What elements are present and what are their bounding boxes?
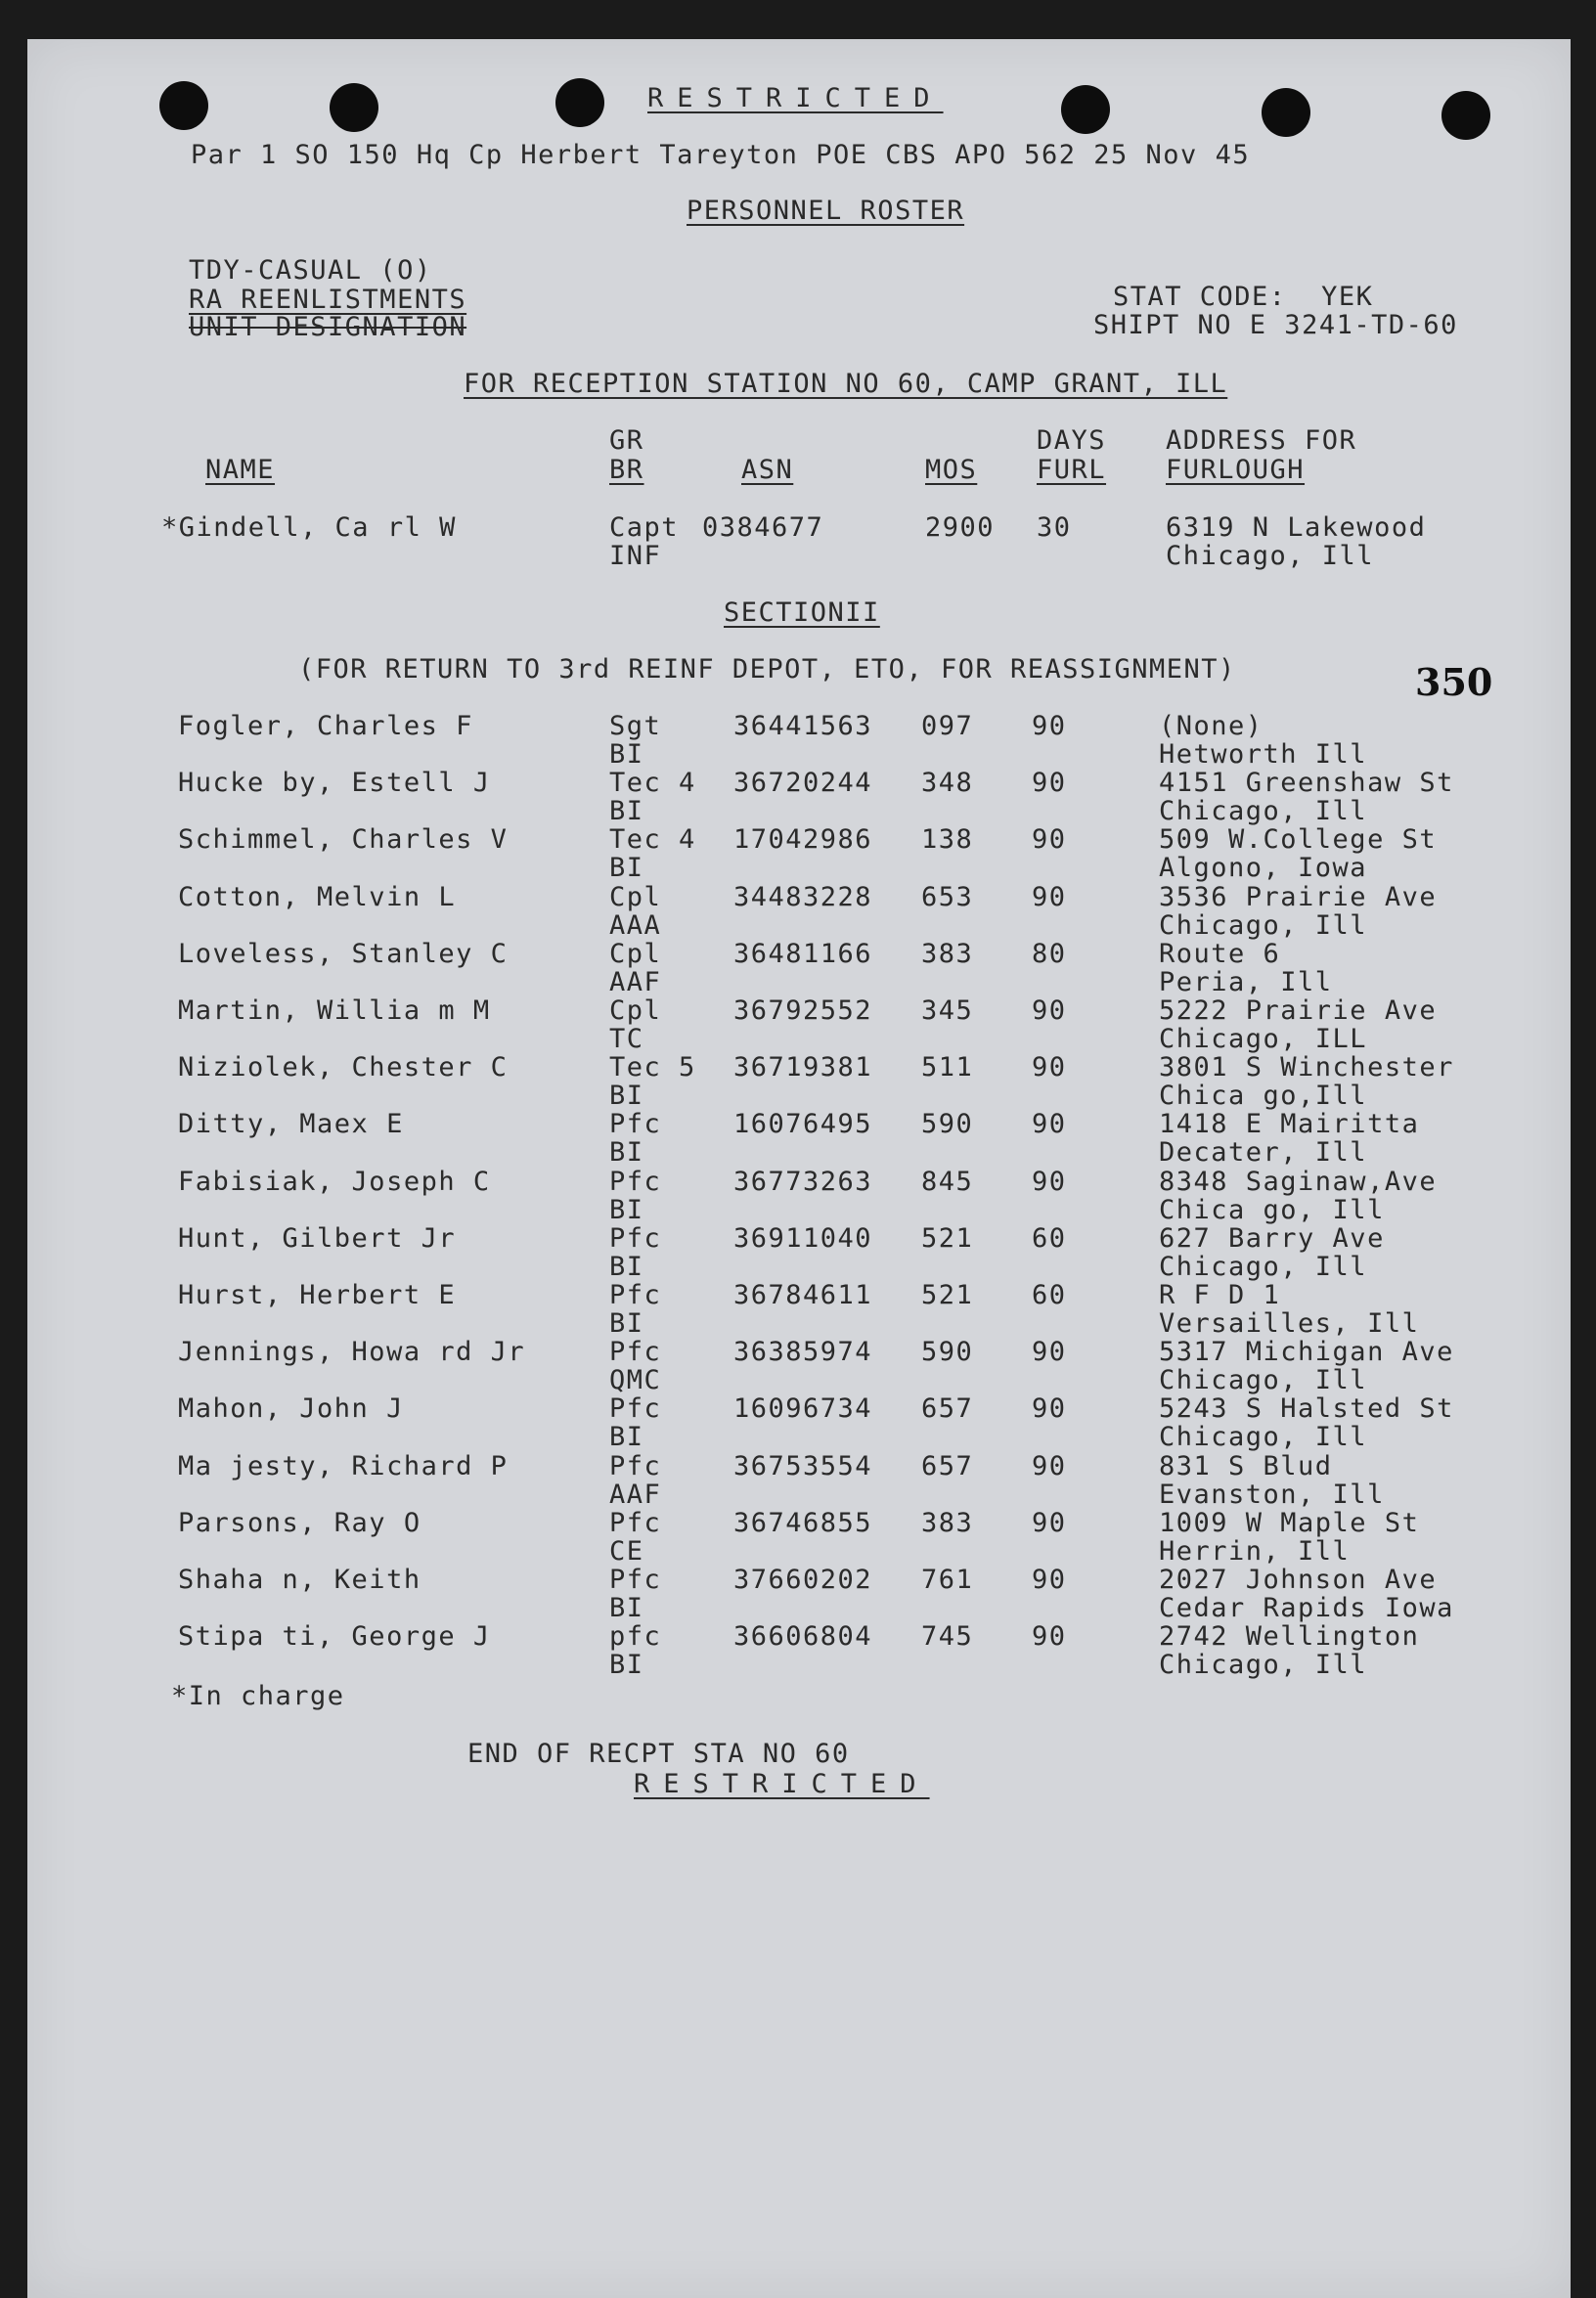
- person-name: Fabisiak, Joseph C: [178, 1166, 491, 1197]
- section-title: SECTIONII: [724, 597, 880, 628]
- person-grade: Pfc: [609, 1565, 662, 1595]
- section-subtitle: (FOR RETURN TO 3rd REINF DEPOT, ETO, FOR REASSIGNMENT): [298, 654, 1236, 685]
- person-grade: Pfc: [609, 1109, 662, 1140]
- person-grade: Sgt: [609, 711, 662, 741]
- person-addr1: 627 Barry Ave: [1159, 1222, 1385, 1254]
- person-addr1: 1009 W Maple St: [1159, 1507, 1420, 1538]
- personnel-row: [0, 1281, 1596, 1338]
- person-branch: QMC: [609, 1365, 662, 1396]
- personnel-row: [0, 1452, 1596, 1509]
- person-addr1: 3536 Prairie Ave: [1159, 881, 1438, 912]
- person-asn: 36385974: [733, 1337, 873, 1368]
- person-days: 90: [1032, 995, 1067, 1026]
- person-asn: 36792552: [733, 995, 873, 1026]
- person-branch: BI: [609, 1650, 644, 1681]
- person-addr1: 509 W.College St: [1159, 824, 1438, 856]
- personnel-row: [0, 1566, 1596, 1622]
- person-branch: BI: [609, 796, 644, 827]
- col-furlough: FURLOUGH: [1166, 455, 1306, 485]
- person-mos: 511: [921, 1052, 974, 1083]
- person-addr1: 5243 S Halsted St: [1159, 1393, 1454, 1425]
- person-branch: AAF: [609, 1479, 662, 1510]
- person-asn: 16076495: [733, 1109, 873, 1140]
- personnel-row: [0, 712, 1596, 769]
- person-days: 90: [1032, 1393, 1067, 1425]
- officer-name: *Gindell, Ca rl W: [161, 512, 457, 543]
- col-days: DAYS: [1037, 425, 1107, 456]
- person-branch: AAF: [609, 966, 662, 997]
- personnel-row: [0, 1509, 1596, 1566]
- person-name: Jennings, Howa rd Jr: [178, 1337, 526, 1368]
- person-name: Hurst, Herbert E: [178, 1280, 457, 1310]
- officer-asn: 0384677: [702, 512, 824, 543]
- person-name: Ma jesty, Richard P: [178, 1450, 509, 1481]
- person-days: 90: [1032, 1337, 1067, 1368]
- person-name: Mahon, John J: [178, 1393, 404, 1425]
- personnel-row: [0, 1394, 1596, 1451]
- person-asn: 37660202: [733, 1565, 873, 1595]
- person-mos: 657: [921, 1450, 974, 1481]
- person-branch: BI: [609, 1251, 644, 1282]
- person-asn: 36753554: [733, 1450, 873, 1481]
- person-branch: BI: [609, 853, 644, 884]
- person-mos: 097: [921, 711, 974, 741]
- page-number: 350: [1415, 660, 1493, 704]
- person-grade: Tec 5: [609, 1052, 696, 1083]
- person-addr1: 4151 Greenshaw St: [1159, 768, 1454, 799]
- officer-grade: Capt: [609, 512, 680, 543]
- personnel-row: [0, 825, 1596, 882]
- person-asn: 36719381: [733, 1052, 873, 1083]
- person-grade: Pfc: [609, 1337, 662, 1368]
- personnel-row: [0, 1224, 1596, 1281]
- punch-hole: [555, 78, 604, 127]
- person-branch: BI: [609, 1194, 644, 1225]
- person-name: Niziolek, Chester C: [178, 1052, 509, 1083]
- person-addr2: Chicago, Ill: [1159, 909, 1368, 941]
- person-name: Fogler, Charles F: [178, 711, 473, 741]
- personnel-row: [0, 769, 1596, 825]
- person-name: Hunt, Gilbert Jr: [178, 1222, 457, 1254]
- punch-hole: [1441, 91, 1490, 140]
- personnel-row: [0, 1168, 1596, 1224]
- person-addr2: Decater, Ill: [1159, 1137, 1368, 1169]
- person-asn: 36720244: [733, 768, 873, 799]
- person-addr1: 5317 Michigan Ave: [1159, 1337, 1454, 1368]
- person-days: 90: [1032, 1621, 1067, 1653]
- person-asn: 36441563: [733, 711, 873, 741]
- person-branch: CE: [609, 1535, 644, 1567]
- person-asn: 36911040: [733, 1222, 873, 1254]
- person-mos: 383: [921, 938, 974, 969]
- person-days: 90: [1032, 1166, 1067, 1197]
- person-addr1: 2027 Johnson Ave: [1159, 1565, 1438, 1595]
- footnote: *In charge: [171, 1681, 345, 1711]
- person-name: Ditty, Maex E: [178, 1109, 404, 1140]
- person-grade: Pfc: [609, 1450, 662, 1481]
- personnel-row: [0, 1053, 1596, 1110]
- person-days: 90: [1032, 1109, 1067, 1140]
- person-grade: Pfc: [609, 1166, 662, 1197]
- col-furl: FURL: [1037, 455, 1107, 485]
- person-grade: Cpl: [609, 881, 662, 912]
- person-addr2: Chica go,Ill: [1159, 1081, 1368, 1112]
- punch-hole: [159, 81, 208, 130]
- person-days: 80: [1032, 938, 1067, 969]
- person-days: 90: [1032, 824, 1067, 856]
- stat-code: STAT CODE: YEK: [1113, 282, 1374, 312]
- person-addr1: R F D 1: [1159, 1280, 1281, 1310]
- person-name: Hucke by, Estell J: [178, 768, 491, 799]
- end-line: END OF RECPT STA NO 60: [467, 1739, 850, 1769]
- col-gr: GR: [609, 425, 644, 456]
- person-addr2: Chicago, ILL: [1159, 1024, 1368, 1054]
- person-asn: 36481166: [733, 938, 873, 969]
- person-mos: 653: [921, 881, 974, 912]
- officer-row: [0, 513, 1596, 570]
- officer-branch: INF: [609, 541, 662, 571]
- person-addr1: (None): [1159, 711, 1264, 741]
- person-branch: BI: [609, 739, 644, 770]
- person-asn: 36746855: [733, 1507, 873, 1538]
- person-mos: 348: [921, 768, 974, 799]
- officer-mos: 2900: [925, 512, 996, 543]
- officer-addr2: Chicago, Ill: [1166, 541, 1375, 571]
- person-branch: BI: [609, 1081, 644, 1112]
- person-addr2: Chicago, Ill: [1159, 1650, 1368, 1681]
- person-grade: Pfc: [609, 1393, 662, 1425]
- person-addr2: Chicago, Ill: [1159, 1422, 1368, 1453]
- person-asn: 36784611: [733, 1280, 873, 1310]
- personnel-row: [0, 1110, 1596, 1167]
- person-name: Cotton, Melvin L: [178, 881, 457, 912]
- person-addr2: Chicago, Ill: [1159, 796, 1368, 827]
- col-br: BR: [609, 455, 644, 485]
- person-addr2: Chicago, Ill: [1159, 1251, 1368, 1282]
- person-grade: Cpl: [609, 938, 662, 969]
- person-branch: TC: [609, 1024, 644, 1054]
- person-mos: 521: [921, 1222, 974, 1254]
- person-name: Shaha n, Keith: [178, 1565, 421, 1595]
- officer-addr1: 6319 N Lakewood: [1166, 512, 1427, 543]
- person-asn: 16096734: [733, 1393, 873, 1425]
- person-addr2: Hetworth Ill: [1159, 739, 1368, 770]
- person-name: Martin, Willia m M: [178, 995, 491, 1026]
- person-asn: 34483228: [733, 881, 873, 912]
- person-addr2: Chica go, Ill: [1159, 1194, 1385, 1225]
- unit-line-1: TDY-CASUAL (O): [189, 255, 432, 286]
- person-name: Schimmel, Charles V: [178, 824, 509, 856]
- person-branch: BI: [609, 1593, 644, 1623]
- person-asn: 36773263: [733, 1166, 873, 1197]
- person-grade: Tec 4: [609, 768, 696, 799]
- person-addr1: Route 6: [1159, 938, 1281, 969]
- person-addr1: 831 S Blud: [1159, 1450, 1333, 1481]
- person-mos: 590: [921, 1337, 974, 1368]
- person-addr2: Peria, Ill: [1159, 966, 1333, 997]
- person-days: 60: [1032, 1280, 1067, 1310]
- person-days: 90: [1032, 1450, 1067, 1481]
- col-mos: MOS: [925, 455, 978, 485]
- person-mos: 845: [921, 1166, 974, 1197]
- person-days: 90: [1032, 711, 1067, 741]
- person-days: 90: [1032, 1052, 1067, 1083]
- person-addr2: Evanston, Ill: [1159, 1479, 1385, 1510]
- person-asn: 17042986: [733, 824, 873, 856]
- person-asn: 36606804: [733, 1621, 873, 1653]
- person-days: 90: [1032, 1507, 1067, 1538]
- person-branch: BI: [609, 1422, 644, 1453]
- unit-line-3: UNIT DESIGNATION: [189, 312, 467, 342]
- col-name: NAME: [205, 455, 276, 485]
- personnel-row: [0, 996, 1596, 1053]
- unit-line-2: RA REENLISTMENTS: [189, 285, 467, 315]
- punch-hole: [1262, 88, 1310, 137]
- person-addr1: 8348 Saginaw,Ave: [1159, 1166, 1438, 1197]
- classification-bottom: RESTRICTED: [634, 1769, 930, 1799]
- person-grade: Tec 4: [609, 824, 696, 856]
- col-asn: ASN: [741, 455, 794, 485]
- person-mos: 521: [921, 1280, 974, 1310]
- person-grade: Pfc: [609, 1222, 662, 1254]
- officer-days: 30: [1037, 512, 1072, 543]
- personnel-row: [0, 1622, 1596, 1679]
- person-branch: BI: [609, 1137, 644, 1169]
- person-addr2: Versailles, Ill: [1159, 1308, 1420, 1339]
- classification-top: RESTRICTED: [647, 83, 944, 113]
- person-mos: 745: [921, 1621, 974, 1653]
- person-mos: 383: [921, 1507, 974, 1538]
- person-days: 90: [1032, 768, 1067, 799]
- person-grade: Pfc: [609, 1280, 662, 1310]
- punch-hole: [1061, 85, 1110, 134]
- person-addr1: 2742 Wellington: [1159, 1621, 1420, 1653]
- person-mos: 761: [921, 1565, 974, 1595]
- person-mos: 345: [921, 995, 974, 1026]
- roster-title: PERSONNEL ROSTER: [687, 196, 965, 226]
- person-mos: 657: [921, 1393, 974, 1425]
- person-days: 60: [1032, 1222, 1067, 1254]
- punch-hole: [330, 83, 378, 132]
- person-addr2: Herrin, Ill: [1159, 1535, 1351, 1567]
- person-days: 90: [1032, 1565, 1067, 1595]
- person-mos: 138: [921, 824, 974, 856]
- person-name: Parsons, Ray O: [178, 1507, 421, 1538]
- personnel-row: [0, 940, 1596, 996]
- person-addr1: 1418 E Mairitta: [1159, 1109, 1420, 1140]
- person-days: 90: [1032, 881, 1067, 912]
- person-name: Stipa ti, George J: [178, 1621, 491, 1653]
- person-addr1: 3801 S Winchester: [1159, 1052, 1454, 1083]
- person-name: Loveless, Stanley C: [178, 938, 509, 969]
- person-addr1: 5222 Prairie Ave: [1159, 995, 1438, 1026]
- person-grade: pfc: [609, 1621, 662, 1653]
- person-branch: BI: [609, 1308, 644, 1339]
- personnel-row: [0, 1338, 1596, 1394]
- person-addr2: Chicago, Ill: [1159, 1365, 1368, 1396]
- person-branch: AAA: [609, 909, 662, 941]
- person-grade: Pfc: [609, 1507, 662, 1538]
- person-grade: Cpl: [609, 995, 662, 1026]
- shipment-number: SHIPT NO E 3241-TD-60: [1093, 310, 1458, 340]
- col-address-for: ADDRESS FOR: [1166, 425, 1357, 456]
- person-mos: 590: [921, 1109, 974, 1140]
- person-addr2: Cedar Rapids Iowa: [1159, 1593, 1454, 1623]
- reception-title: FOR RECEPTION STATION NO 60, CAMP GRANT, ILL: [464, 369, 1228, 399]
- person-addr2: Algono, Iowa: [1159, 853, 1368, 884]
- order-line: Par 1 SO 150 Hq Cp Herbert Tareyton POE CBS APO 562 25 Nov 45: [191, 140, 1251, 170]
- personnel-row: [0, 883, 1596, 940]
